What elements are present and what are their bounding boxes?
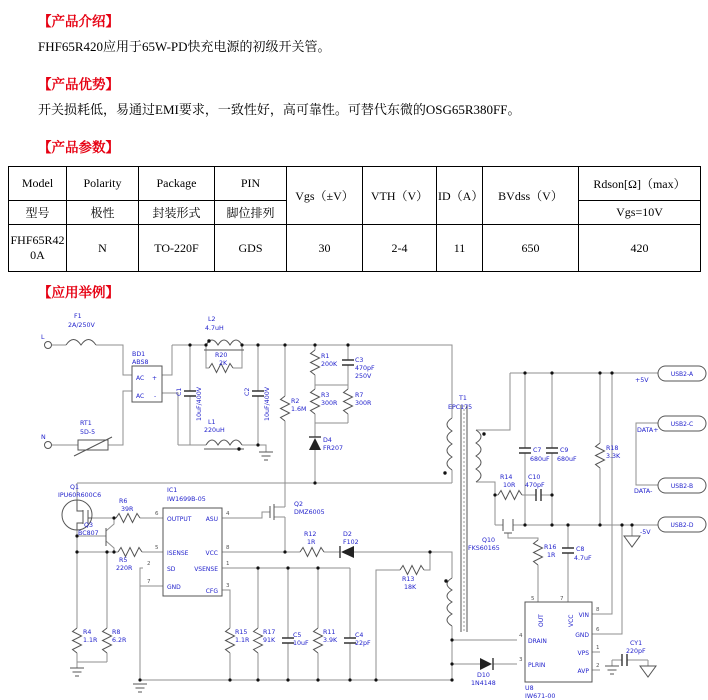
th-id: ID（A） [437,167,483,225]
svg-text:10R: 10R [503,482,516,489]
terminal-l [45,342,52,349]
table-data-row [9,225,701,272]
svg-text:200K: 200K [321,361,338,368]
schematic-component-labels [41,313,659,700]
th-model-cn: 型号 [9,201,67,225]
svg-text:R5: R5 [119,557,128,564]
transformer-t1 [447,405,481,632]
svg-text:+5V: +5V [635,377,649,384]
svg-text:BC807: BC807 [78,530,99,537]
cell-pin: GDS [215,225,287,272]
svg-text:R14: R14 [500,474,513,481]
svg-text:VIN: VIN [578,612,589,619]
svg-text:N: N [41,434,46,441]
diode-d2 [340,546,354,558]
svg-text:6: 6 [155,511,159,517]
svg-text:-: - [154,393,157,400]
svg-text:8: 8 [226,545,230,551]
svg-text:1N4148: 1N4148 [471,680,496,687]
application-schematic [0,296,708,700]
svg-text:SD: SD [167,566,176,573]
svg-text:1: 1 [596,645,600,651]
svg-text:U8: U8 [525,685,534,692]
svg-text:1.1R: 1.1R [235,637,250,644]
svg-text:L1: L1 [208,419,216,426]
svg-text:R3: R3 [321,392,330,399]
svg-text:5: 5 [155,545,159,551]
svg-text:C10: C10 [528,474,541,481]
svg-text:91K: 91K [263,637,276,644]
svg-text:CFG: CFG [205,588,218,595]
cell-vth: 2-4 [363,225,437,272]
svg-text:Q2: Q2 [294,501,303,508]
th-package-cn: 封装形式 [139,201,215,225]
svg-text:L: L [41,334,45,341]
usb2-a-label: USB2-A [670,371,694,378]
svg-text:DRAIN: DRAIN [528,638,547,645]
cell-polarity: N [67,225,139,272]
diode-d10 [480,658,493,670]
svg-text:IW671-00: IW671-00 [525,693,556,700]
svg-text:680uF: 680uF [557,456,577,463]
svg-text:4: 4 [226,511,230,517]
svg-text:1R: 1R [547,552,556,559]
svg-text:C7: C7 [533,447,542,454]
advantages-text: 开关损耗低，易通过EMI要求，一致性好，高可靠性。可替代东微的OSG65R380FF。 [38,102,521,117]
svg-text:4: 4 [519,633,523,639]
svg-text:3: 3 [519,657,523,663]
usb2-d-label: USB2-D [670,522,694,529]
table-header-row-en [9,167,701,201]
terminal-n [45,442,52,449]
intro-heading: 【产品介绍】 [38,14,119,29]
advantages-heading: 【产品优势】 [38,77,119,92]
svg-text:300R: 300R [355,400,372,407]
svg-text:2K: 2K [219,360,228,367]
svg-text:DATA+: DATA+ [637,427,659,434]
svg-text:220R: 220R [116,565,133,572]
th-model-en: Model [9,167,67,201]
svg-text:C4: C4 [355,632,364,639]
svg-text:22pF: 22pF [355,640,371,647]
svg-text:PLRIN: PLRIN [528,662,546,669]
th-bvdss: BVdss（V） [483,167,579,225]
svg-text:ASU: ASU [205,516,218,523]
svg-text:1R: 1R [307,539,316,546]
th-pin-en: PIN [215,167,287,201]
svg-text:R15: R15 [235,629,248,636]
svg-text:470pF: 470pF [355,365,375,372]
th-pin-cn: 脚位排列 [215,201,287,225]
svg-text:+: + [152,375,158,382]
mosfet-q2 [270,504,274,520]
junction-dots [75,339,633,681]
th-package-en: Package [139,167,215,201]
svg-text:Q3: Q3 [84,522,93,529]
svg-text:Q10: Q10 [482,537,495,544]
mosfet-q10 [503,519,513,533]
svg-text:D2: D2 [343,531,352,538]
cell-model: FHF65R420A [9,225,67,272]
svg-text:R6: R6 [119,498,128,505]
svg-text:GND: GND [167,584,181,591]
svg-text:R20: R20 [215,352,228,359]
svg-text:GND: GND [575,632,589,639]
svg-text:ISENSE: ISENSE [167,550,189,557]
svg-text:2A/250V: 2A/250V [68,322,95,329]
svg-text:IC1: IC1 [167,487,178,494]
svg-text:R16: R16 [544,544,557,551]
params-heading: 【产品参数】 [38,140,119,155]
cell-rdson: 420 [579,225,701,272]
svg-text:220uH: 220uH [204,427,225,434]
svg-text:4.7uF: 4.7uF [574,555,592,562]
svg-text:1.6M: 1.6M [291,406,307,413]
cell-package: TO-220F [139,225,215,272]
svg-text:T1: T1 [459,395,467,402]
svg-text:C9: C9 [560,447,569,454]
svg-text:CY1: CY1 [630,640,643,647]
svg-text:AVP: AVP [577,668,589,675]
svg-text:VSENSE: VSENSE [194,566,218,573]
svg-text:VCC: VCC [568,614,575,627]
svg-text:6: 6 [596,627,600,633]
svg-text:10uF/400V: 10uF/400V [196,386,203,421]
svg-text:IPU60R600C6: IPU60R600C6 [58,492,102,499]
svg-text:ABS8: ABS8 [132,359,149,366]
svg-text:3.3K: 3.3K [606,453,621,460]
svg-text:2: 2 [147,561,151,567]
usb2-c-label: USB2-C [670,421,694,428]
th-rdson-sub: Vgs=10V [579,201,701,225]
svg-text:R12: R12 [304,531,317,538]
svg-text:R13: R13 [402,576,415,583]
svg-text:10uF: 10uF [293,640,309,647]
fuse-symbol [66,340,96,346]
svg-text:7: 7 [560,596,564,602]
th-rdson: Rdson[Ω]（max） [579,167,701,201]
svg-text:R4: R4 [83,629,92,636]
svg-text:EPC175: EPC175 [448,404,473,411]
svg-text:VPS: VPS [577,650,589,657]
svg-text:5: 5 [531,596,535,602]
svg-text:250V: 250V [355,373,372,380]
svg-text:BD1: BD1 [132,351,146,358]
svg-text:300R: 300R [321,400,338,407]
svg-text:FKS60165: FKS60165 [468,545,500,552]
svg-text:18K: 18K [404,584,417,591]
svg-text:F1: F1 [74,313,82,320]
svg-text:OUTPUT: OUTPUT [167,516,192,523]
th-vth: VTH（V） [363,167,437,225]
svg-text:-5V: -5V [640,529,651,536]
svg-text:39R: 39R [121,506,134,513]
svg-text:R7: R7 [355,392,364,399]
svg-text:3: 3 [226,583,230,589]
svg-text:R2: R2 [291,398,300,405]
svg-text:7: 7 [147,579,151,585]
cell-bvdss: 650 [483,225,579,272]
svg-text:10uF/400V: 10uF/400V [264,386,271,421]
svg-text:470pF: 470pF [525,482,545,489]
svg-text:AC: AC [136,393,145,400]
th-vgs: Vgs（±V） [287,167,363,225]
svg-text:220pF: 220pF [626,648,646,655]
diode-d4 [309,437,321,450]
svg-text:1.1R: 1.1R [83,637,98,644]
usb2-b-label: USB2-B [670,483,694,490]
svg-text:R17: R17 [263,629,276,636]
svg-text:8: 8 [596,607,600,613]
svg-text:2: 2 [596,663,600,669]
svg-text:AC: AC [136,375,145,382]
svg-text:VCC: VCC [205,550,218,557]
svg-text:5D-5: 5D-5 [80,429,96,436]
params-table [8,166,701,272]
svg-text:L2: L2 [208,316,216,323]
svg-text:3.9K: 3.9K [323,637,338,644]
intro-text: FHF65R420应用于65W-PD快充电源的初级开关管。 [38,39,331,54]
svg-text:R1: R1 [321,353,330,360]
svg-text:C3: C3 [355,357,364,364]
svg-text:R18: R18 [606,445,619,452]
svg-text:4.7uH: 4.7uH [205,325,224,332]
svg-text:C2: C2 [244,387,251,396]
svg-text:OUT: OUT [538,614,545,627]
usb-connector-labels [671,371,694,529]
th-polarity-cn: 极性 [67,201,139,225]
svg-text:C5: C5 [293,632,302,639]
th-polarity-en: Polarity [67,167,139,201]
svg-text:680uF: 680uF [530,456,550,463]
svg-text:DATA-: DATA- [634,488,653,495]
svg-text:D10: D10 [477,672,490,679]
cell-id: 11 [437,225,483,272]
svg-text:DMZ6005: DMZ6005 [294,509,325,516]
svg-text:6.2R: 6.2R [112,637,127,644]
svg-text:C1: C1 [176,387,183,396]
svg-text:R8: R8 [112,629,121,636]
svg-text:F102: F102 [343,539,359,546]
svg-text:FR207: FR207 [323,445,344,452]
svg-text:RT1: RT1 [80,420,92,427]
ic-pin-labels [147,511,600,675]
svg-text:IW1699B-05: IW1699B-05 [167,496,206,503]
svg-text:1: 1 [226,561,230,567]
example-heading: 【应用举例】 [38,285,119,300]
svg-text:R11: R11 [323,629,336,636]
svg-text:Q1: Q1 [70,484,79,491]
cell-vgs: 30 [287,225,363,272]
svg-text:D4: D4 [323,437,332,444]
svg-text:C8: C8 [576,546,585,553]
